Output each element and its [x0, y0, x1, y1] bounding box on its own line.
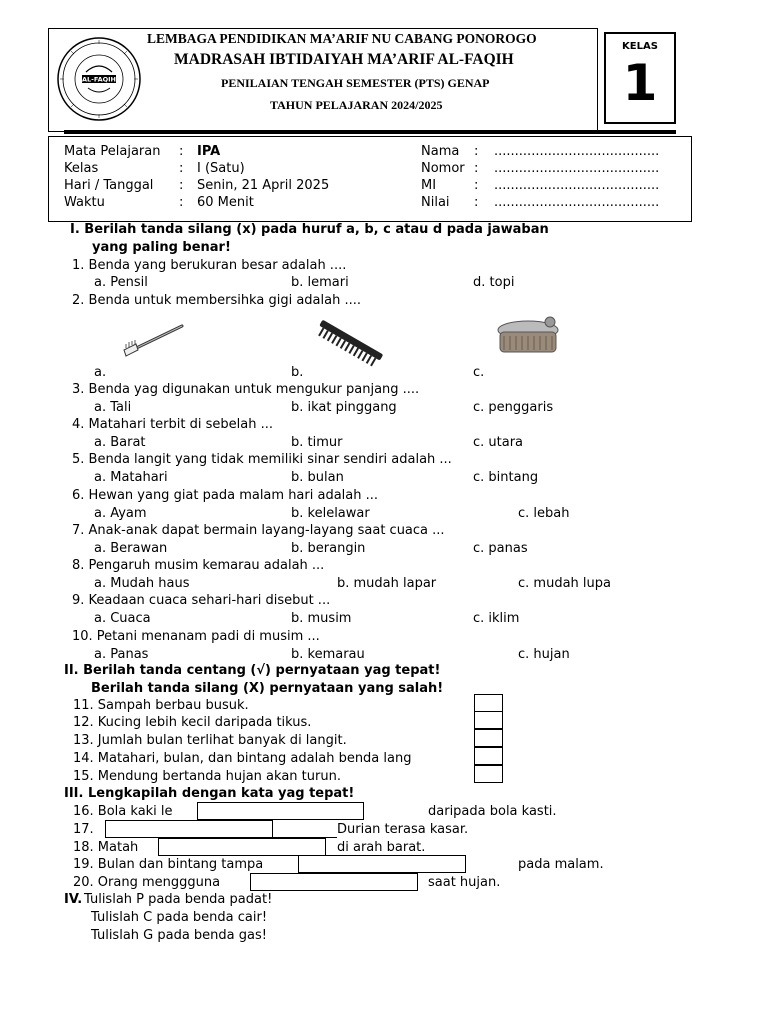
info-sep: :: [474, 144, 479, 159]
answer-option[interactable]: b.: [291, 365, 304, 380]
info-sep: :: [179, 144, 184, 159]
answer-option[interactable]: c. bintang: [473, 470, 539, 485]
header-exam-title: PENILAIAN TENGAH SEMESTER (PTS) GENAP: [221, 76, 490, 90]
answer-option[interactable]: a. Ayam: [94, 506, 147, 521]
statement-text: 15. Mendung bertanda hujan akan turun.: [73, 769, 341, 784]
question-text: 5. Benda langit yang tidak memiliki sinar sendiri adalah ...: [72, 452, 452, 467]
fill-in-answer-box[interactable]: [105, 820, 273, 838]
answer-option[interactable]: a. Pensil: [94, 275, 148, 290]
fill-in-answer-box[interactable]: [158, 838, 326, 856]
answer-option[interactable]: b. lemari: [291, 275, 349, 290]
info-sep: :: [474, 161, 479, 176]
class-number: 1: [622, 54, 658, 112]
info-value: 60 Menit: [197, 195, 254, 210]
answer-option[interactable]: a. Matahari: [94, 470, 168, 485]
check-answer-box[interactable]: [474, 747, 503, 765]
fill-in-prompt: 20. Orang menggguna: [73, 875, 221, 890]
section4-number: IV.: [64, 892, 83, 907]
check-answer-box[interactable]: [474, 729, 503, 747]
info-label: Nilai: [421, 195, 450, 210]
answer-option[interactable]: c. utara: [473, 435, 524, 450]
info-label: Nama: [421, 144, 460, 159]
fill-in-answer-box[interactable]: [273, 820, 337, 838]
info-blank-field[interactable]: ........................................: [494, 144, 660, 159]
section4-line1: Tulislah P pada benda padat!: [84, 892, 273, 907]
fill-in-prompt: 19. Bulan dan bintang tampa: [73, 857, 264, 872]
info-sep: :: [179, 161, 184, 176]
info-label: Hari / Tanggal: [64, 178, 154, 193]
question-text: 9. Keadaan cuaca sehari-hari disebut ...: [72, 593, 331, 608]
fill-in-prompt: 17.: [73, 822, 94, 837]
statement-text: 14. Matahari, bulan, dan bintang adalah benda lang: [73, 751, 412, 766]
statement-text: 12. Kucing lebih kecil daripada tikus.: [73, 715, 312, 730]
header-school-name: MADRASAH IBTIDAIYAH MA’ARIF AL-FAQIH: [174, 51, 514, 68]
answer-option[interactable]: d. topi: [473, 275, 515, 290]
answer-option[interactable]: c. lebah: [518, 506, 570, 521]
info-label: Nomor: [421, 161, 465, 176]
answer-option[interactable]: c.: [473, 365, 485, 380]
section1-heading: I. Berilah tanda silang (x) pada huruf a, b, c atau d pada jawaban: [70, 222, 549, 237]
answer-option[interactable]: c. panas: [473, 541, 528, 556]
statement-text: 13. Jumlah bulan terlihat banyak di langit.: [73, 733, 347, 748]
answer-option[interactable]: b. bulan: [291, 470, 344, 485]
section4-line3: Tulislah G pada benda gas!: [91, 928, 267, 943]
comb-icon: [312, 318, 386, 370]
answer-option[interactable]: a. Berawan: [94, 541, 168, 556]
answer-option[interactable]: b. kelelawar: [291, 506, 370, 521]
logo-text: AL-FAQIH: [82, 75, 116, 84]
info-blank-field[interactable]: ........................................: [494, 161, 660, 176]
fill-in-suffix: daripada bola kasti.: [428, 804, 557, 819]
answer-option[interactable]: a. Mudah haus: [94, 576, 190, 591]
info-label: Mata Pelajaran: [64, 144, 161, 159]
answer-option[interactable]: a. Panas: [94, 647, 149, 662]
scrub-brush-icon: [492, 312, 564, 360]
answer-option[interactable]: b. mudah lapar: [337, 576, 437, 591]
answer-option[interactable]: c. penggaris: [473, 400, 554, 415]
info-sep: :: [179, 178, 184, 193]
section2-heading-cont: Berilah tanda silang (X) pernyataan yang salah!: [91, 681, 444, 696]
info-blank-field[interactable]: ........................................: [494, 195, 660, 210]
statement-text: 11. Sampah berbau busuk.: [73, 698, 249, 713]
info-value: I (Satu): [197, 161, 245, 176]
answer-option[interactable]: b. timur: [291, 435, 343, 450]
info-label: Kelas: [64, 161, 99, 176]
question-text: 6. Hewan yang giat pada malam hari adalah ...: [72, 488, 379, 503]
info-label: Waktu: [64, 195, 105, 210]
question-text: 4. Matahari terbit di sebelah ...: [72, 417, 273, 432]
question-text: 1. Benda yang berukuran besar adalah ....: [72, 258, 347, 273]
section4-line2: Tulislah C pada benda cair!: [91, 910, 268, 925]
answer-option[interactable]: b. berangin: [291, 541, 366, 556]
header-school-year: TAHUN PELAJARAN 2024/2025: [270, 98, 443, 112]
header-divider: [64, 130, 676, 134]
toothbrush-icon: [120, 320, 190, 362]
check-answer-box[interactable]: [474, 711, 503, 729]
fill-in-suffix: Durian terasa kasar.: [337, 822, 469, 837]
answer-option[interactable]: c. iklim: [473, 611, 520, 626]
answer-option[interactable]: b. kemarau: [291, 647, 365, 662]
fill-in-answer-box[interactable]: [250, 873, 418, 891]
check-answer-box[interactable]: [474, 694, 503, 712]
question-text: 3. Benda yag digunakan untuk mengukur panjang ....: [72, 382, 420, 397]
class-box: [604, 32, 676, 124]
check-answer-box[interactable]: [474, 765, 503, 783]
question-text: 7. Anak-anak dapat bermain layang-layang saat cuaca ...: [72, 523, 445, 538]
header-institution: LEMBAGA PENDIDIKAN MA’ARIF NU CABANG PONOROGO: [147, 31, 537, 46]
section3-heading: III. Lengkapilah dengan kata yag tepat!: [64, 786, 355, 801]
answer-option[interactable]: b. musim: [291, 611, 352, 626]
class-label: KELAS: [622, 41, 658, 52]
section1-heading-cont: yang paling benar!: [92, 240, 231, 255]
question-text: 8. Pengaruh musim kemarau adalah ...: [72, 558, 325, 573]
answer-option[interactable]: b. ikat pinggang: [291, 400, 397, 415]
question-text: 2. Benda untuk membersihka gigi adalah ....: [72, 293, 361, 308]
fill-in-suffix: pada malam.: [518, 857, 604, 872]
info-value: Senin, 21 April 2025: [197, 178, 330, 193]
info-value: IPA: [197, 144, 221, 159]
answer-option[interactable]: a. Cuaca: [94, 611, 151, 626]
answer-option[interactable]: a. Barat: [94, 435, 146, 450]
section2-heading: II. Berilah tanda centang (√) pernyataan yag tepat!: [64, 663, 441, 678]
fill-in-suffix: di arah barat.: [337, 840, 426, 855]
fill-in-prompt: 18. Matah: [73, 840, 139, 855]
answer-option[interactable]: c. hujan: [518, 647, 570, 662]
fill-in-prompt: 16. Bola kaki le: [73, 804, 173, 819]
fill-in-answer-box[interactable]: [197, 802, 364, 820]
info-sep: :: [474, 178, 479, 193]
fill-in-suffix: saat hujan.: [428, 875, 501, 890]
fill-in-answer-box[interactable]: [298, 855, 466, 873]
info-sep: :: [474, 195, 479, 210]
answer-option[interactable]: a.: [94, 365, 107, 380]
school-logo-icon: [56, 36, 142, 122]
answer-option[interactable]: c. mudah lupa: [518, 576, 611, 591]
info-blank-field[interactable]: ........................................: [494, 178, 660, 193]
question-text: 10. Petani menanam padi di musim ...: [72, 629, 320, 644]
answer-option[interactable]: a. Tali: [94, 400, 132, 415]
info-label: MI: [421, 178, 437, 193]
info-sep: :: [179, 195, 184, 210]
